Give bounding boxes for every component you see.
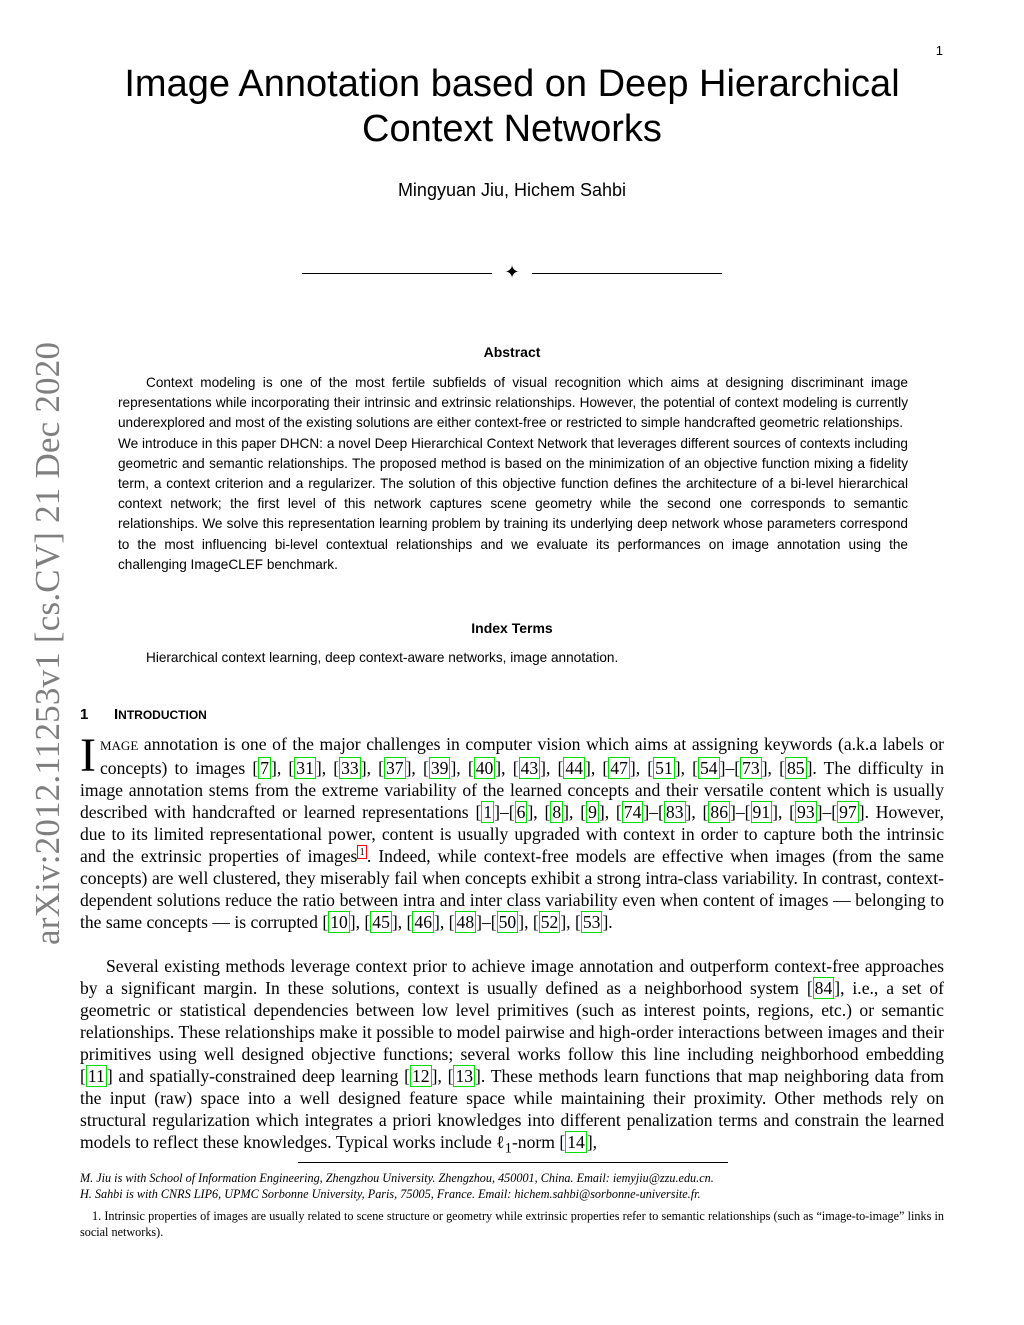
citation-link[interactable]: 53 [582,912,601,932]
citation-link[interactable]: 83 [665,802,684,822]
arxiv-stamp[interactable]: arXiv:2012.11253v1 [cs.CV] 21 Dec 2020 [28,341,67,945]
citation-link[interactable]: 50 [498,912,517,932]
citation-link[interactable]: 14 [567,1132,585,1152]
citation-link[interactable]: 6 [516,802,526,822]
page-number: 1 [935,43,943,58]
affiliation-1: M. Jiu is with School of Information Engineering, Zhengzhou University. Zhengzhou, 450001, China. Email: iemyjiu@zzu.edu.cn. [80,1171,714,1185]
citation-link[interactable]: 91 [752,802,771,822]
citation-link[interactable]: 44 [565,758,584,778]
separator-line-left [302,273,492,274]
citation-link[interactable]: 10 [330,912,348,932]
separator-line-right [532,273,722,274]
body-text: . These methods learn functions that map neighboring data from the input (raw) space into a well designed feature space while maintaining their proximity. Other methods rely on structural regularization which integrates a priori knowledges into different penalization terms and constrain the learned models to reflect these knowledges. Typical works include ℓ [80,1066,944,1152]
citation-link[interactable]: 39 [430,758,449,778]
citation-link[interactable]: 43 [520,758,539,778]
body-text: annotation is one of the major challenges in computer vision which aims at assigning keywords (a.k.a labels or concepts) to images [99,734,944,778]
body-text: . Indeed, while context-free models are effective when images (from the same concepts) are well clustered, they miserably fail when concepts exhibit a strong intra-class variability. In contrast, context-dependent solutions reduce the ratio between intra and inter class variability even when content of images — belonging to the same concepts — is corrupted [80,846,944,932]
citation-link[interactable]: 31 [296,758,314,778]
affiliation-2: H. Sahbi is with CNRS LIP6, UPMC Sorbonne University, Paris, 75005, France. Email: hichem.sahbi@sorbonne-universite.fr. [80,1187,701,1201]
citation-link[interactable]: 45 [372,912,390,932]
title-line-1: Image Annotation based on Deep Hierarchical [124,63,900,105]
section-title-initial: I [114,706,119,723]
title-line-2: Context Networks [362,108,662,150]
body-text: , [592,1132,598,1152]
citation-link[interactable]: 33 [341,758,359,778]
footnote-1: 1. Intrinsic properties of images are usually related to scene structure or geometry while extrinsic properties refer to semantic relationships (such as “image-to-image” links in social networks). [80,1209,944,1239]
paper-title [0,62,1024,152]
citation-link[interactable]: 7 [260,758,269,778]
body-text: . [608,912,613,932]
body-text: -norm [511,1132,560,1152]
abstract-paragraph: Context modeling is one of the most fertile subfields of visual recognition which aims at designing discriminant image representations while incorporating their intrinsic and extrinsic relationships. However, the potential of context modeling is currently underexplored and most of the existing solutions are either context-free or restricted to simple handcrafted geometric relationships. [118,375,908,431]
citation-link[interactable]: 47 [610,758,628,778]
body-text: . However, due to its limited representational power, content is usually upgraded with context in order to capture both the intrinsic and the extrinsic properties of images [80,802,944,866]
abstract-paragraph: We introduce in this paper DHCN: a novel Deep Hierarchical Context Network that leverages different sources of contexts including geometric and semantic relationships. The proposed method is based on the minimization of an objective function mixing a fidelity term, a context criterion and a regularizer. The solution of this objective function defines the architecture of a bi-level hierarchical context network; the first level of this network captures scene geometry while the second one corresponds to semantic relationships. We solve this representation learning problem by training its underlying deep network whose parameters correspond to the most influencing bi-level contextual relationships and we evaluate its performances on image annotation using the challenging ImageCLEF benchmark. [118,435,908,572]
citation-link[interactable]: 13 [455,1066,474,1086]
citation-link[interactable]: 46 [414,912,432,932]
intro-paragraph: IMAGE annotation is one of the major challenges in computer vision which aims at assigning keywords (a.k.a labels or concepts) to images [ 7 ], [ 31 ], [ 33 ], [ 37 ], [ 39 ], [ 40 ], [ 43 ], [ 44 ], [ 47 ], [ 51 ], [ 54 ]–[ 73 ], [ 85 ]. The difficulty in image annotation stems from the extreme variability of the learned concepts and their versatile content which is usually described with handcrafted or learned representations [ 1 ]–[ 6 ], [ 8 ], [ 9 ], [ 74 ]–[ 83 ], [ 86 ]–[ 91 ], [ 93 ]–[ 97 ]. However, due to its limited representational power, content is usually upgraded with context in order to capture both the intrinsic and the extrinsic properties of images $^1$ . Indeed, while context-free models are effective when images (from the same concepts) are well clustered, they miserably fail when concepts exhibit a strong intra-class variability. In contrast, context-dependent solutions reduce the ratio between intra and inter class variability even when content of images — belonging to the same concepts — is corrupted [ 10 ], [ 45 ], [ 46 ], [ 48 ]–[ 50 ], [ 52 ], [ 53 ]. [80,729,945,932]
subscript: 1 [504,1140,512,1157]
citation-link[interactable]: 40 [475,758,494,778]
citation-link[interactable]: 93 [797,802,815,822]
citation-link[interactable]: 51 [655,758,673,778]
citation-link[interactable]: 73 [742,758,760,778]
abstract-heading: Abstract [483,344,541,360]
section-title-rest: NTRODUCTION [118,708,207,722]
citation-link[interactable]: 97 [839,802,857,822]
dropcap: I [80,729,96,782]
footnote-link[interactable]: 1 [359,846,365,859]
citation-link[interactable]: 1 [483,802,493,822]
body-text: . The difficulty in image annotation stems from the extreme variability of the learned concepts and their versatile content which is usually described with handcrafted or learned representations [80,758,945,822]
citation-link[interactable]: 12 [412,1066,430,1086]
body-text: Several existing methods leverage context prior to achieve image annotation and outperform context-free approaches by a significant margin. In these solutions, context is usually defined as a neighborhood system [80,956,944,998]
citation-link[interactable]: 84 [814,978,833,998]
citation-link[interactable]: 74 [623,802,642,822]
authors: Mingyuan Jiu, Hichem Sahbi [397,180,627,200]
citation-link[interactable]: 54 [700,758,718,778]
section-number: 1 [80,706,89,723]
abstract-body [118,373,908,575]
citation-link[interactable]: 8 [552,802,562,822]
citation-link[interactable]: 9 [588,802,597,822]
citation-link[interactable]: 86 [710,802,729,822]
smallcaps-word: MAGE [99,738,139,753]
body-paragraph: Several existing methods leverage context prior to achieve image annotation and outperform context-free approaches by a significant margin. In these solutions, context is usually defined as a neighborhood system [ 84 ], i.e., a set of geometric or statistical dependencies between low level primitives (such as interest points, regions, etc.) or semantic relationships. These relationships make it possible to model pairwise and high-order interactions between images and their primitives using well designed objective functions; several works follow this line including neighborhood embedding [ 11 ] and spatially-constrained deep learning [ 12 ], [ 13 ]. These methods learn functions that map neighboring data from the input (raw) space into a well designed feature space while maintaining their proximity. Other methods rely on structural regularization which integrates a priori knowledges into different penalization terms and constrain the learned models to reflect these knowledges. Typical works include ℓ$_1$-norm [ 14 ], [80,956,944,1157]
section-heading [80,706,207,723]
title-separator [302,262,722,284]
star-icon: ✦ [504,262,520,283]
index-terms-heading: Index Terms [471,620,553,636]
body-text: , i.e., a set of geometric or statistical dependencies between low level primitives (such as interest points, regions, etc.) or semantic relationships. These relationships make it possible to model pairwise and high-order interactions between images and their primitives using well designed objective functions; several works follow this line including neighborhood embedding [80,978,944,1064]
citation-link[interactable]: 11 [87,1066,105,1086]
citation-link[interactable]: 85 [786,758,805,778]
citation-link[interactable]: 48 [456,912,475,932]
citation-link[interactable]: 52 [540,912,559,932]
index-terms: Hierarchical context learning, deep context-aware networks, image annotation. [146,650,619,665]
footnote-rule [298,1162,728,1163]
body-text: and spatially-constrained deep learning [112,1066,405,1086]
citation-link[interactable]: 37 [385,758,404,778]
